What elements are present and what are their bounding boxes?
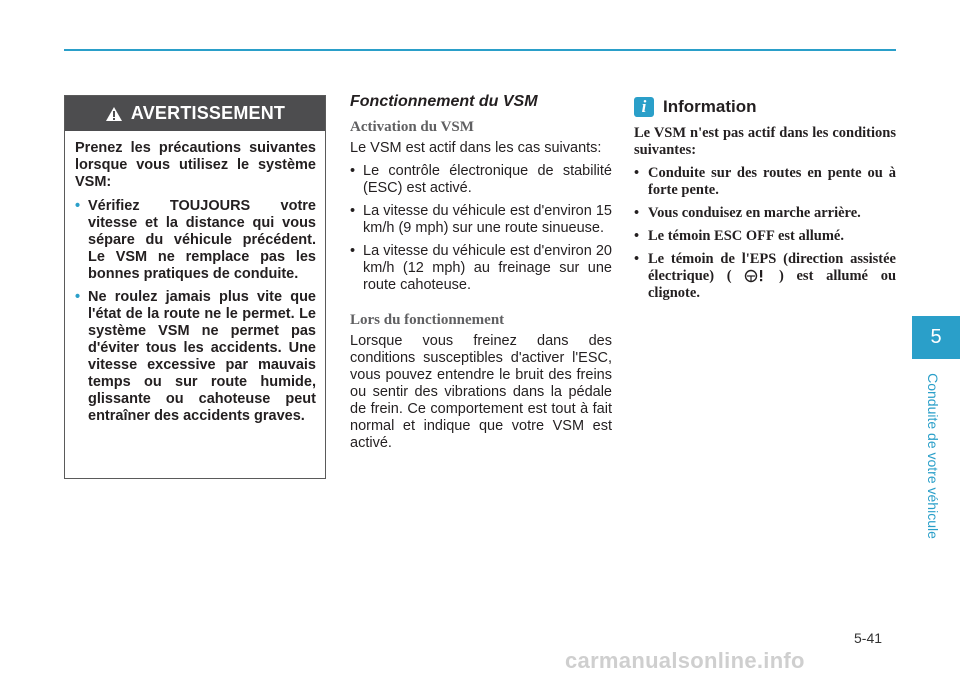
warning-triangle-icon: [105, 106, 123, 122]
activation-item: • Le contrôle électronique de stabilité (ESC) est activé.: [350, 163, 612, 196]
activation-item: • La vitesse du véhicule est d'environ 20 km/h (12 mph) au freinage sur une route cahoteuse.: [350, 243, 612, 293]
watermark: carmanualsonline.info: [565, 648, 805, 673]
bullet: •: [75, 289, 81, 305]
information-title: Information: [663, 97, 757, 116]
information-section: [634, 97, 896, 308]
chapter-tab: 5: [912, 316, 960, 359]
eps-warning-icon: [744, 268, 766, 283]
top-rule: [64, 49, 896, 51]
warning-header: [65, 96, 325, 131]
warning-body: [75, 140, 316, 431]
operation-text: Lorsque vous freinez dans des conditions susceptibles d'activer l'ESC, vous pouvez entendre le bruit des freins ou sentir des vibrations dans la pédale de frein. Ce comportement est tout à fait normal et indique que votre VSM est activé.: [350, 333, 612, 451]
info-icon: i: [634, 97, 654, 117]
bullet: •: [350, 243, 356, 259]
chapter-label: Conduite de votre véhicule: [925, 372, 941, 539]
operation-heading: Lors du fonctionnement: [350, 312, 505, 328]
bullet: •: [634, 228, 640, 244]
bullet: •: [634, 205, 640, 221]
bullet: •: [350, 163, 356, 179]
activation-heading: Activation du VSM: [350, 119, 474, 135]
information-intro: Le VSM n'est pas actif dans les conditions suivantes:: [634, 125, 896, 158]
information-item: • Le témoin de l'EPS (direction assistée électrique) ( ) est allumé ou clignote.: [634, 251, 897, 301]
information-item: • Vous conduisez en marche arrière.: [634, 205, 861, 221]
section-title: Fonctionnement du VSM: [350, 93, 538, 110]
information-item: • Le témoin ESC OFF est allumé.: [634, 228, 844, 244]
information-item: • Conduite sur des routes en pente ou à forte pente.: [634, 165, 896, 198]
warning-list: [75, 198, 316, 425]
bullet: •: [350, 203, 356, 219]
activation-item: • La vitesse du véhicule est d'environ 15 km/h (9 mph) sur une route sinueuse.: [350, 203, 612, 236]
bullet: •: [634, 165, 640, 181]
page-number: 5-41: [854, 630, 883, 646]
bullet: •: [75, 198, 81, 214]
information-list: [634, 165, 896, 302]
activation-list: [350, 163, 612, 294]
warning-title: AVERTISSEMENT: [130, 103, 286, 123]
warning-intro: Prenez les précautions suivantes lorsque vous utilisez le système VSM:: [75, 140, 316, 190]
warning-item: • Ne roulez jamais plus vite que l'état de la route ne le permet. Le système VSM ne permet pas d'éviter tous les accidents. Une vitesse excessive par mauvais temps ou sur route humide, glissante ou cahoteuse peut entraîner des accidents graves.: [75, 289, 316, 424]
activation-intro: Le VSM est actif dans les cas suivants:: [350, 140, 602, 156]
bullet: •: [634, 251, 640, 267]
warning-box: [64, 95, 326, 479]
information-header: [634, 97, 896, 117]
vsm-operation-section: [350, 93, 612, 458]
warning-item: • Vérifiez TOUJOURS votre vitesse et la distance qui vous sépare du véhicule précédent. Le VSM ne remplace pas les bonnes pratiques de conduite.: [75, 198, 316, 282]
